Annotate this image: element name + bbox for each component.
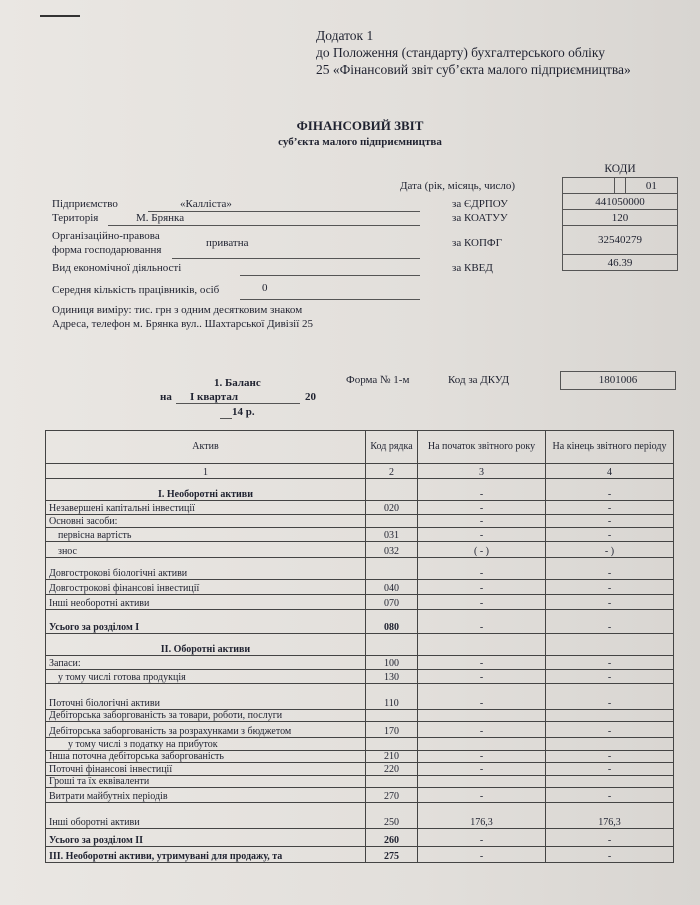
kopfg-label: за КОПФГ xyxy=(452,237,502,249)
row-end-value: - xyxy=(546,558,674,580)
row-end-value: - xyxy=(546,847,674,863)
row-start-value: - xyxy=(418,479,546,501)
org-form-value: приватна xyxy=(206,237,249,249)
row-end-value: - xyxy=(546,788,674,803)
row-name: Витрати майбутніх періодів xyxy=(46,788,366,803)
row-name: Довгострокові біологічні активи xyxy=(46,558,366,580)
address-text: Адреса, телефон м. Брянка вул.. Шахтарської Дивізії 25 xyxy=(52,318,314,330)
row-end-value: 176,3 xyxy=(546,803,674,829)
balance-table-body xyxy=(46,479,674,863)
table-row xyxy=(46,580,674,595)
row-name: Поточні фінансові інвестиції xyxy=(46,763,366,776)
row-start-value: - xyxy=(418,722,546,738)
row-code: 040 xyxy=(366,580,418,595)
table-row xyxy=(46,656,674,670)
row-start-value: - xyxy=(418,595,546,610)
table-row xyxy=(46,722,674,738)
addendum-line-1: Додаток 1 xyxy=(316,28,374,43)
row-code xyxy=(366,515,418,528)
row-code: 220 xyxy=(366,763,418,776)
row-start-value: - xyxy=(418,656,546,670)
row-code xyxy=(366,634,418,656)
codes-row-kved xyxy=(563,255,678,271)
row-end-value: - xyxy=(546,656,674,670)
row-name: ІІ. Оборотні активи xyxy=(46,634,366,656)
dkud-code: 1801006 xyxy=(560,371,676,390)
row-code: 270 xyxy=(366,788,418,803)
row-end-value: - xyxy=(546,684,674,710)
table-row xyxy=(46,610,674,634)
org-form-label-1: Організаційно-правова xyxy=(52,230,160,242)
codes-row-koatuu xyxy=(563,210,678,226)
col-num-1: 1 xyxy=(46,464,366,479)
unit-text: Одиниця виміру: тис. грн з одним десятковим знаком xyxy=(52,304,303,316)
row-name: Дебіторська заборгованість за товари, роботи, послуги xyxy=(46,710,366,722)
row-start-value: 176,3 xyxy=(418,803,546,829)
row-end-value: - xyxy=(546,515,674,528)
table-row xyxy=(46,776,674,788)
row-end-value xyxy=(546,776,674,788)
header-end: На кінець звітного періоду xyxy=(546,431,674,464)
addendum-block xyxy=(316,27,631,78)
employees-underline xyxy=(240,299,420,300)
codes-row-kopfg xyxy=(563,226,678,255)
enterprise-value: «Калліста» xyxy=(180,198,232,210)
table-row xyxy=(46,501,674,515)
kved-code: 46.39 xyxy=(563,255,678,271)
col-num-4: 4 xyxy=(546,464,674,479)
edrpou-code: 441050000 xyxy=(563,194,678,210)
row-start-value xyxy=(418,710,546,722)
row-name: ІІІ. Необоротні активи, утримувані для продажу, та xyxy=(46,847,366,863)
row-code: 130 xyxy=(366,670,418,684)
row-name: Інші оборотні активи xyxy=(46,803,366,829)
row-name: Основні засоби: xyxy=(46,515,366,528)
table-row xyxy=(46,479,674,501)
col-num-3: 3 xyxy=(418,464,546,479)
row-end-value xyxy=(546,710,674,722)
balance-on: на xyxy=(160,391,172,403)
row-name: знос xyxy=(46,542,366,558)
row-end-value: - ) xyxy=(546,542,674,558)
table-row xyxy=(46,595,674,610)
document-title: ФІНАНСОВИЙ ЗВІТ xyxy=(296,118,424,133)
row-end-value: - xyxy=(546,528,674,542)
balance-table xyxy=(45,430,674,863)
row-name: первісна вартість xyxy=(46,528,366,542)
koatuu-label: за КОАТУУ xyxy=(452,212,508,224)
table-row xyxy=(46,847,674,863)
table-row xyxy=(46,803,674,829)
table-row xyxy=(46,558,674,580)
document-subtitle: суб’єкта малого підприємництва xyxy=(278,136,442,148)
table-row xyxy=(46,751,674,763)
row-code: 080 xyxy=(366,610,418,634)
row-name: Дебіторська заборгованість за розрахунками з бюджетом xyxy=(46,722,366,738)
row-start-value: - xyxy=(418,580,546,595)
row-end-value xyxy=(546,738,674,751)
balance-period: І квартал xyxy=(190,391,239,403)
table-row xyxy=(46,528,674,542)
kopfg-code: 32540279 xyxy=(563,226,678,255)
row-start-value: - xyxy=(418,829,546,847)
row-name: Незавершені капітальні інвестиції xyxy=(46,501,366,515)
enterprise-label: Підприємство xyxy=(52,198,118,210)
row-code: 250 xyxy=(366,803,418,829)
codes-header: КОДИ xyxy=(604,163,636,175)
territory-underline xyxy=(108,225,420,226)
row-name: Інша поточна дебіторська заборгованість xyxy=(46,751,366,763)
row-start-value: - xyxy=(418,501,546,515)
row-start-value xyxy=(418,738,546,751)
org-form-label-2: форма господарювання xyxy=(52,244,162,256)
row-start-value: - xyxy=(418,670,546,684)
row-start-value: - xyxy=(418,610,546,634)
table-row xyxy=(46,788,674,803)
header-code: Код рядка xyxy=(366,431,418,464)
date-label: Дата (рік, місяць, число) xyxy=(400,180,516,192)
column-number-row xyxy=(46,464,674,479)
employees-label: Середня кількість працівників, осіб xyxy=(52,284,220,296)
corner-dash xyxy=(40,15,80,17)
row-name: у тому числі з податку на прибуток xyxy=(46,738,366,751)
balance-title: 1. Баланс xyxy=(214,377,261,389)
row-start-value: - xyxy=(418,684,546,710)
addendum-line-2: до Положення (стандарту) бухгалтерського обліку xyxy=(316,45,606,60)
employees-value: 0 xyxy=(262,282,268,294)
row-end-value: - xyxy=(546,751,674,763)
row-name: І. Необоротні активи xyxy=(46,479,366,501)
territory-value: М. Брянка xyxy=(136,212,185,224)
org-form-underline xyxy=(172,258,420,259)
table-row xyxy=(46,763,674,776)
row-code: 110 xyxy=(366,684,418,710)
koatuu-code: 120 xyxy=(563,210,678,226)
row-start-value xyxy=(418,634,546,656)
table-row xyxy=(46,829,674,847)
header-start: На початок звітного року xyxy=(418,431,546,464)
row-start-value: - xyxy=(418,847,546,863)
row-code: 260 xyxy=(366,829,418,847)
row-code: 100 xyxy=(366,656,418,670)
territory-label: Територія xyxy=(52,212,99,224)
date-code-1 xyxy=(563,178,615,194)
table-row xyxy=(46,684,674,710)
row-code xyxy=(366,558,418,580)
row-code xyxy=(366,738,418,751)
date-code-3: 01 xyxy=(625,178,677,194)
period-underline xyxy=(176,403,300,404)
row-end-value: - xyxy=(546,610,674,634)
row-code xyxy=(366,479,418,501)
row-start-value: - xyxy=(418,751,546,763)
row-name: Інші необоротні активи xyxy=(46,595,366,610)
row-name: Гроші та їх еквіваленти xyxy=(46,776,366,788)
row-name: Запаси: xyxy=(46,656,366,670)
row-end-value: - xyxy=(546,829,674,847)
row-start-value: - xyxy=(418,528,546,542)
codes-table xyxy=(562,177,678,271)
row-code: 032 xyxy=(366,542,418,558)
enterprise-underline xyxy=(148,211,420,212)
row-name: Довгострокові фінансові інвестиції xyxy=(46,580,366,595)
row-code xyxy=(366,776,418,788)
row-end-value: - xyxy=(546,763,674,776)
row-start-value: - xyxy=(418,558,546,580)
row-start-value: - xyxy=(418,763,546,776)
row-end-value: - xyxy=(546,501,674,515)
row-end-value: - xyxy=(546,670,674,684)
row-name: Усього за розділом ІІ xyxy=(46,829,366,847)
row-start-value xyxy=(418,776,546,788)
row-start-value: - xyxy=(418,515,546,528)
date-code-2 xyxy=(614,178,625,194)
table-row xyxy=(46,542,674,558)
row-end-value: - xyxy=(546,479,674,501)
row-start-value: ( - ) xyxy=(418,542,546,558)
row-end-value: - xyxy=(546,722,674,738)
kved-label: за КВЕД xyxy=(452,262,493,274)
row-name: у тому числі готова продукція xyxy=(46,670,366,684)
balance-year-prefix: 20 xyxy=(305,391,316,403)
row-name: Поточні біологічні активи xyxy=(46,684,366,710)
balance-year-suffix: 14 р. xyxy=(232,406,255,418)
row-name: Усього за розділом І xyxy=(46,610,366,634)
row-code: 210 xyxy=(366,751,418,763)
row-code: 275 xyxy=(366,847,418,863)
row-end-value xyxy=(546,634,674,656)
table-row xyxy=(46,738,674,751)
table-row xyxy=(46,670,674,684)
table-row xyxy=(46,634,674,656)
table-row xyxy=(46,710,674,722)
row-end-value: - xyxy=(546,595,674,610)
row-code: 031 xyxy=(366,528,418,542)
row-code: 070 xyxy=(366,595,418,610)
dkud-label: Код за ДКУД xyxy=(448,374,510,386)
row-end-value: - xyxy=(546,580,674,595)
col-num-2: 2 xyxy=(366,464,418,479)
row-code: 170 xyxy=(366,722,418,738)
activity-underline xyxy=(240,275,420,276)
activity-label: Вид економічної діяльності xyxy=(52,262,182,274)
row-start-value: - xyxy=(418,788,546,803)
codes-row-edrpou xyxy=(563,194,678,210)
addendum-line-3: 25 «Фінансовий звіт суб’єкта малого підприємництва» xyxy=(316,62,631,77)
codes-row-date xyxy=(563,178,678,194)
row-code: 020 xyxy=(366,501,418,515)
row-code xyxy=(366,710,418,722)
year-underline xyxy=(220,418,232,419)
table-header-row xyxy=(46,431,674,464)
form-label: Форма № 1-м xyxy=(346,374,410,386)
table-row xyxy=(46,515,674,528)
header-asset: Актив xyxy=(46,431,366,464)
edrpou-label: за ЄДРПОУ xyxy=(452,198,508,210)
